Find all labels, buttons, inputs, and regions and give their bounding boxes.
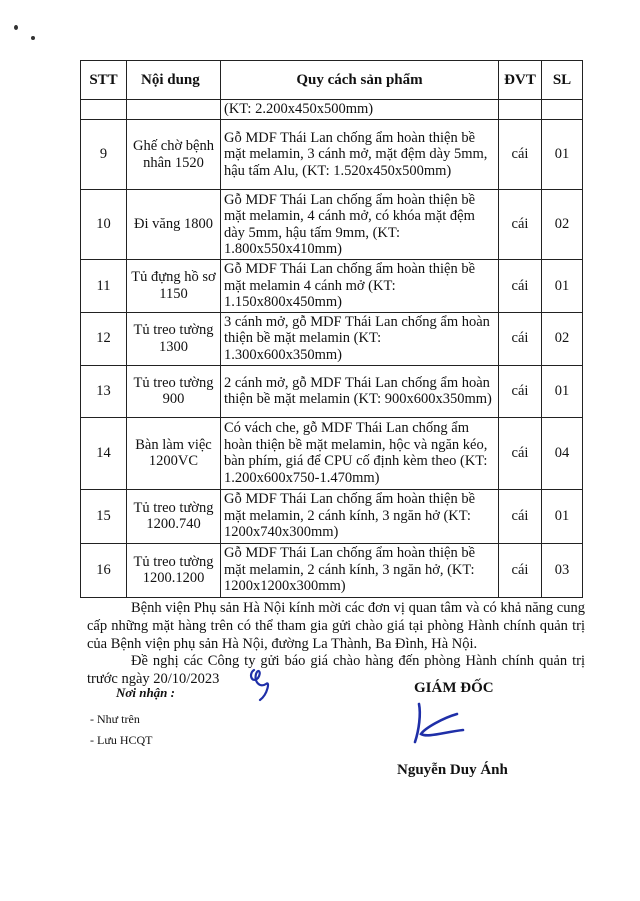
cell-stt: 9 xyxy=(81,120,127,190)
cell-stt: 12 xyxy=(81,312,127,365)
cell-spec: (KT: 2.200x450x500mm) xyxy=(221,100,499,120)
cell-name: Bàn làm việc 1200VC xyxy=(127,417,221,489)
cell-name xyxy=(127,100,221,120)
header-noi-dung: Nội dung xyxy=(127,61,221,100)
cell-name: Ghế chờ bệnh nhân 1520 xyxy=(127,120,221,190)
cell-spec: Gỗ MDF Thái Lan chống ẩm hoàn thiện bề mặt melamin, 3 cánh mở, mặt đệm dày 5mm, hậu tấm Alu, (KT: 1.520x450x500mm) xyxy=(221,120,499,190)
cell-qty: 01 xyxy=(542,489,583,543)
product-spec-table xyxy=(80,60,583,598)
table-header-row xyxy=(81,61,583,100)
cell-stt: 14 xyxy=(81,417,127,489)
cell-unit: cái xyxy=(499,120,542,190)
cell-spec: Gỗ MDF Thái Lan chống ẩm hoàn thiện bề mặt melamin 4 cánh mở (KT: 1.150x800x450mm) xyxy=(221,260,499,313)
recipient-item: - Lưu HCQT xyxy=(90,733,153,747)
table-row xyxy=(81,417,583,489)
cell-qty: 01 xyxy=(542,365,583,417)
cell-qty xyxy=(542,100,583,120)
cell-unit: cái xyxy=(499,365,542,417)
cell-unit xyxy=(499,100,542,120)
cell-stt: 16 xyxy=(81,543,127,597)
cell-qty: 04 xyxy=(542,417,583,489)
director-title: GIÁM ĐỐC xyxy=(414,680,494,696)
cell-spec: Gỗ MDF Thái Lan chống ẩm hoàn thiện bề mặt melamin, 2 cánh kính, 3 ngăn hở (KT: 1200x740x300mm) xyxy=(221,489,499,543)
table-row xyxy=(81,312,583,365)
cell-stt: 15 xyxy=(81,489,127,543)
scan-speck xyxy=(31,36,35,40)
cell-name: Tủ treo tường 1300 xyxy=(127,312,221,365)
cell-unit: cái xyxy=(499,190,542,260)
table-row xyxy=(81,543,583,597)
cell-qty: 01 xyxy=(542,120,583,190)
cell-stt: 10 xyxy=(81,190,127,260)
cell-qty: 01 xyxy=(542,260,583,313)
cell-qty: 02 xyxy=(542,190,583,260)
cell-spec: Có vách che, gỗ MDF Thái Lan chống ẩm hoàn thiện bề mặt melamin, hộc và ngăn kéo, bàn phím, giá để CPU cố định kèm theo (KT: 1.200x600x750-1.470mm) xyxy=(221,417,499,489)
cell-spec: Gỗ MDF Thái Lan chống ẩm hoàn thiện bề mặt melamin, 4 cánh mở, có khóa mặt đệm dày 5mm, hậu tấm 9mm, (KT: 1.800x550x410mm) xyxy=(221,190,499,260)
cell-name: Tủ treo tường 1200.1200 xyxy=(127,543,221,597)
table-row xyxy=(81,489,583,543)
table-row-continued xyxy=(81,100,583,120)
cell-stt: 11 xyxy=(81,260,127,313)
cell-spec: 3 cánh mở, gỗ MDF Thái Lan chống ẩm hoàn thiện bề mặt melamin (KT: 1.300x600x350mm) xyxy=(221,312,499,365)
cell-name: Tủ treo tường 1200.740 xyxy=(127,489,221,543)
signer-name: Nguyễn Duy Ánh xyxy=(397,762,508,778)
table-row xyxy=(81,120,583,190)
cell-stt xyxy=(81,100,127,120)
cell-unit: cái xyxy=(499,417,542,489)
header-quy-cach: Quy cách sản phẩm xyxy=(221,61,499,100)
cell-unit: cái xyxy=(499,312,542,365)
scan-speck xyxy=(14,25,18,30)
cell-name: Tủ đựng hồ sơ 1150 xyxy=(127,260,221,313)
table-row xyxy=(81,190,583,260)
director-signature xyxy=(405,700,475,750)
cell-stt: 13 xyxy=(81,365,127,417)
header-dvt: ĐVT xyxy=(499,61,542,100)
cell-unit: cái xyxy=(499,543,542,597)
header-stt: STT xyxy=(81,61,127,100)
deadline-text: Đề nghị các Công ty gửi báo giá chào hàng đến phòng Hành chính quản trị trước ngày 20/10/2023 xyxy=(87,653,585,687)
invitation-paragraph xyxy=(87,599,585,653)
cell-spec: 2 cánh mở, gỗ MDF Thái Lan chống ẩm hoàn thiện bề mặt melamin (KT: 900x600x350mm) xyxy=(221,365,499,417)
invitation-text: Bệnh viện Phụ sản Hà Nội kính mời các đơn vị quan tâm và có khả năng cung cấp những mặt hàng trên có thể tham gia gửi chào giá tại phòng Hành chính quản trị của Bệnh viện phụ sản Hà Nội, đường La Thành, Ba Đình, Hà Nội. xyxy=(87,600,585,652)
cell-name: Đi văng 1800 xyxy=(127,190,221,260)
table-row xyxy=(81,365,583,417)
recipient-item: - Như trên xyxy=(90,712,140,726)
recipients-title: Nơi nhận : xyxy=(116,685,175,700)
header-sl: SL xyxy=(542,61,583,100)
cell-spec: Gỗ MDF Thái Lan chống ẩm hoàn thiện bề mặt melamin, 2 cánh kính, 3 ngăn hở, (KT: 1200x1200x300mm) xyxy=(221,543,499,597)
ink-initial-mark xyxy=(246,664,276,704)
table-row xyxy=(81,260,583,313)
cell-name: Tủ treo tường 900 xyxy=(127,365,221,417)
cell-qty: 03 xyxy=(542,543,583,597)
cell-qty: 02 xyxy=(542,312,583,365)
deadline-paragraph xyxy=(87,652,585,688)
cell-unit: cái xyxy=(499,489,542,543)
cell-unit: cái xyxy=(499,260,542,313)
